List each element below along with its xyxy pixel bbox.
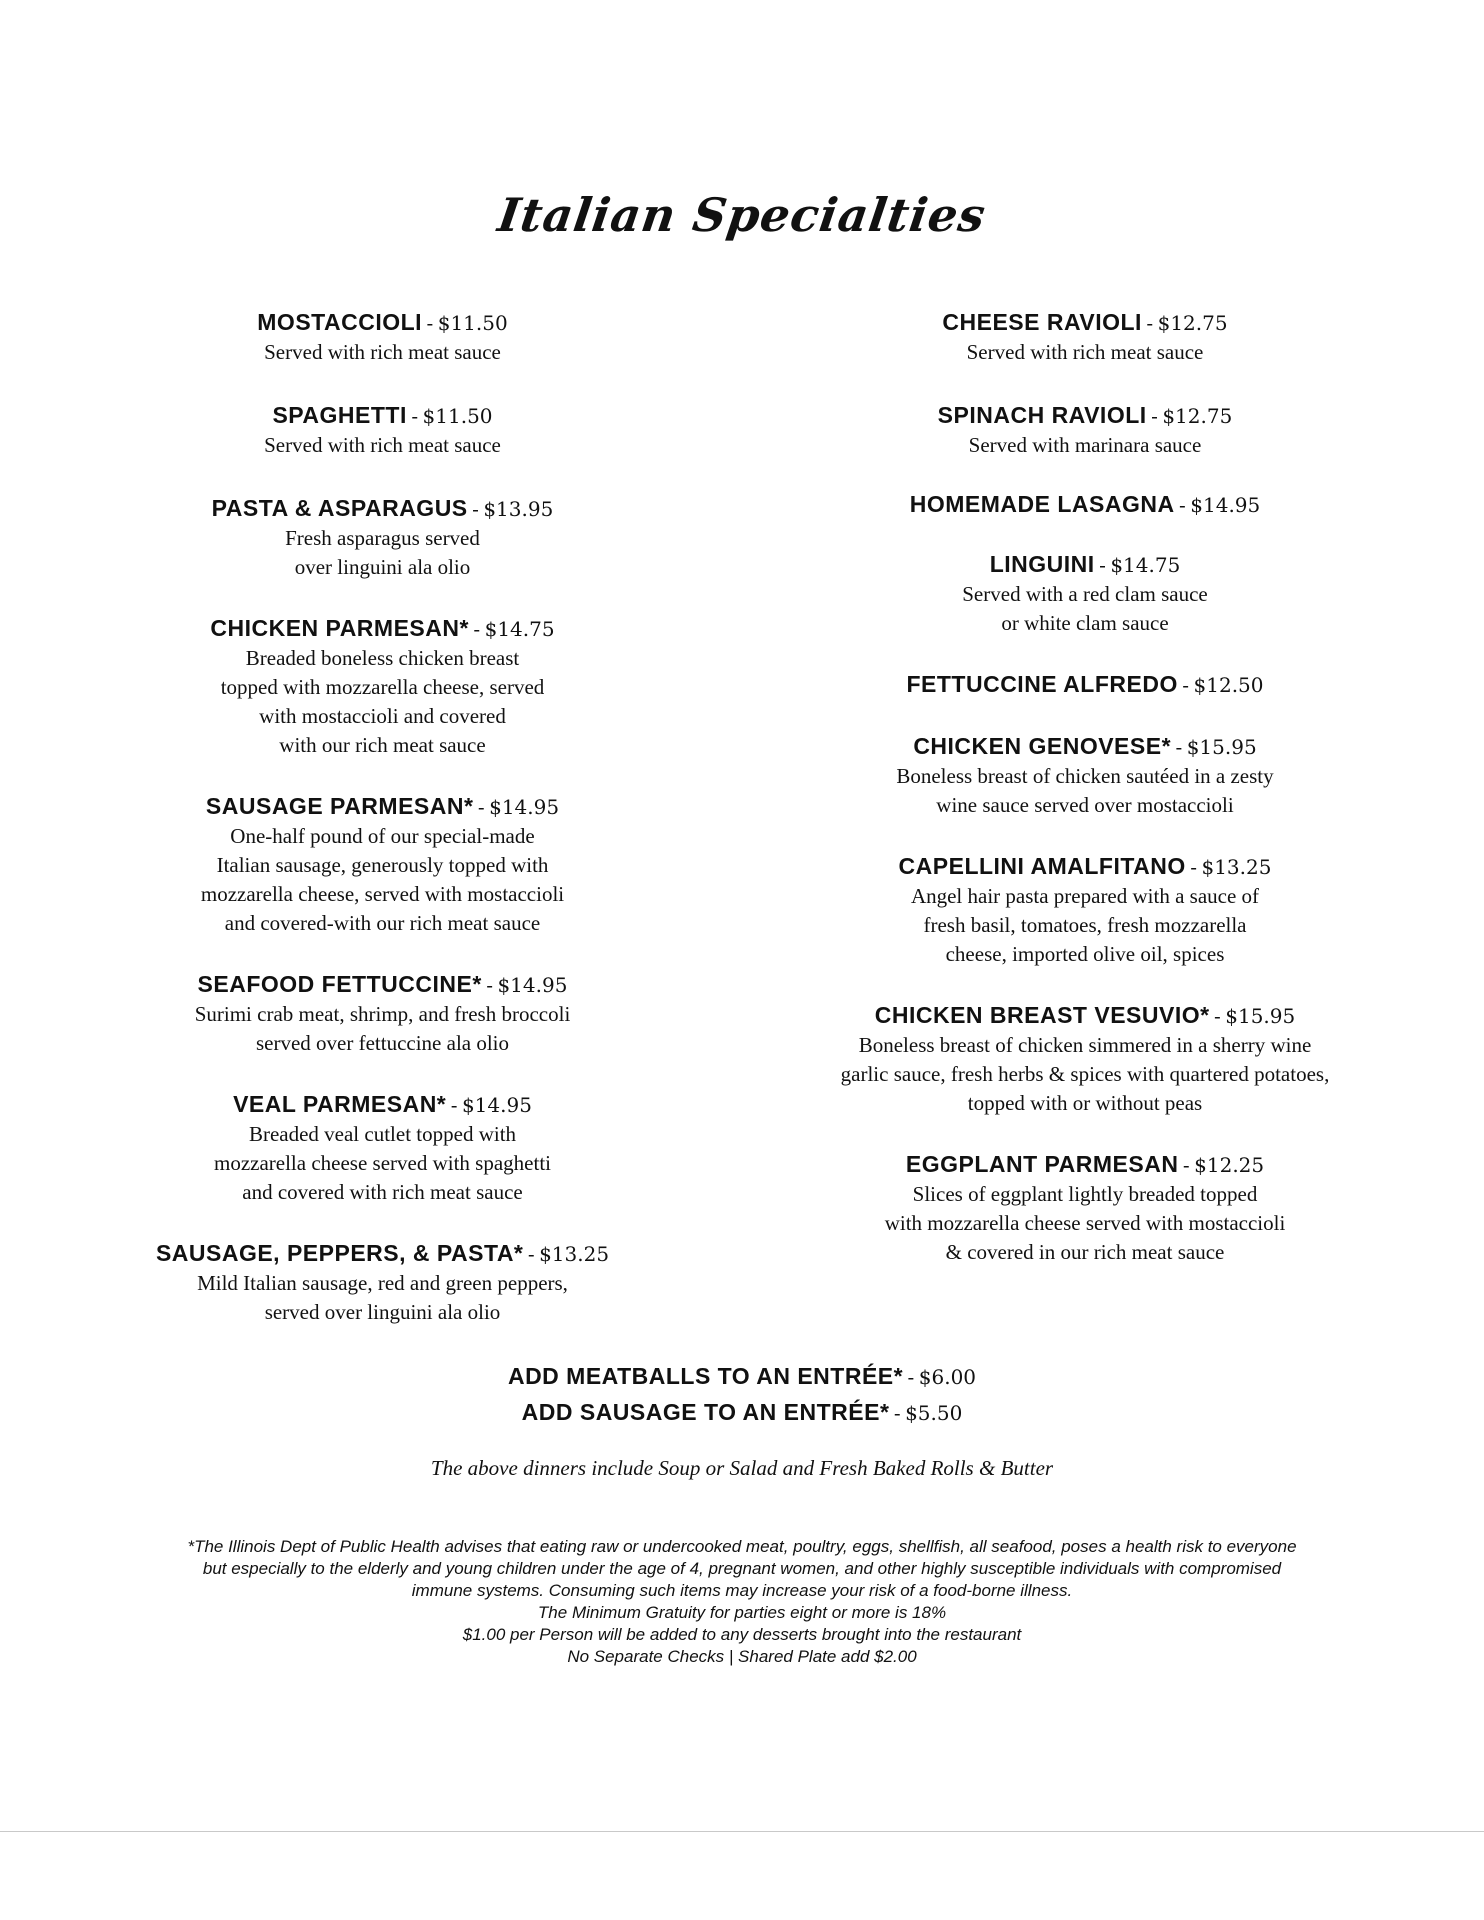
item-description: topped with mozzarella cheese, served [220, 675, 545, 699]
menu-item [130, 306, 635, 367]
item-name: VEAL PARMESAN* [233, 1091, 447, 1117]
item-description: fresh basil, tomatoes, fresh mozzarella [923, 913, 1247, 937]
item-price: $11.50 [437, 311, 508, 335]
item-name: MOSTACCIOLI [257, 309, 423, 335]
item-price: $12.75 [1157, 311, 1228, 335]
item-price: $15.95 [1186, 735, 1257, 759]
checks-policy-line: No Separate Checks | Shared Plate add $2.00 [567, 1647, 917, 1666]
item-description: Served with marinara sauce [968, 433, 1202, 457]
item-price: $14.95 [461, 1093, 532, 1117]
item-description: over linguini ala olio [294, 555, 471, 579]
item-description: Fresh asparagus served [285, 526, 480, 550]
item-name: LINGUINI [989, 551, 1095, 577]
item-name: CHICKEN BREAST VESUVIO* [874, 1002, 1210, 1028]
item-separator: - [1175, 735, 1183, 759]
addons-section [0, 1360, 1484, 1432]
item-name: EGGPLANT PARMESAN [905, 1151, 1179, 1177]
menu-item [130, 492, 635, 582]
item-price: $12.75 [1162, 404, 1233, 428]
item-price: $14.95 [1190, 493, 1261, 517]
item-description: topped with or without peas [967, 1091, 1203, 1115]
item-separator: - [1146, 311, 1154, 335]
addon-item [0, 1396, 1484, 1432]
disclaimer-line: but especially to the elderly and young children under the age of 4, pregnant women, and other highly susceptible individuals with compromised [202, 1559, 1282, 1578]
item-name: SAUSAGE, PEPPERS, & PASTA* [155, 1240, 524, 1266]
item-separator: - [426, 311, 434, 335]
item-separator: - [1214, 1004, 1221, 1028]
item-price: $11.50 [422, 404, 493, 428]
item-description: garlic sauce, fresh herbs & spices with quartered potatoes, [840, 1062, 1330, 1086]
menu-item [790, 1148, 1380, 1267]
addon-price: $5.50 [905, 1401, 963, 1425]
item-description: Italian sausage, generously topped with [216, 853, 549, 877]
menu-item [790, 999, 1380, 1118]
item-name: CAPELLINI AMALFITANO [898, 853, 1186, 879]
item-description: mozzarella cheese, served with mostaccioli [200, 882, 565, 906]
right-menu-column [790, 306, 1380, 1267]
disclaimer-line: *The Illinois Dept of Public Health advises that eating raw or undercooked meat, poultry, eggs, shellfish, all seafood, poses a health risk to everyone [187, 1537, 1297, 1556]
left-menu-column [130, 306, 635, 1327]
item-separator: - [1179, 493, 1186, 517]
item-description: with mostaccioli and covered [259, 704, 506, 728]
item-price: $14.95 [497, 973, 568, 997]
gratuity-line: The Minimum Gratuity for parties eight or more is 18% [537, 1603, 947, 1622]
menu-item [790, 548, 1380, 638]
item-description: Boneless breast of chicken simmered in a sherry wine [858, 1033, 1312, 1057]
addon-item [0, 1360, 1484, 1396]
item-price: $15.95 [1225, 1004, 1296, 1028]
item-price: $13.25 [1201, 855, 1272, 879]
item-price: $14.75 [1110, 553, 1181, 577]
item-description: served over linguini ala olio [264, 1300, 501, 1324]
addon-name: ADD MEATBALLS TO AN ENTRÉE* [507, 1363, 904, 1389]
menu-item [790, 730, 1380, 820]
item-price: $12.50 [1193, 673, 1264, 697]
item-price: $13.95 [483, 497, 554, 521]
item-name: HOMEMADE LASAGNA [909, 491, 1175, 517]
item-name: SEAFOOD FETTUCCINE* [197, 971, 482, 997]
item-separator: - [1151, 404, 1158, 428]
item-description: cheese, imported olive oil, spices [945, 942, 1225, 966]
item-description: with our rich meat sauce [279, 733, 486, 757]
item-description: Angel hair pasta prepared with a sauce of [910, 884, 1260, 908]
item-name: SPAGHETTI [272, 402, 407, 428]
item-separator: - [893, 1401, 901, 1425]
menu-item [790, 399, 1380, 460]
disclaimer-line: immune systems. Consuming such items may increase your risk of a food-borne illness. [411, 1581, 1073, 1600]
item-name: CHICKEN PARMESAN* [210, 615, 469, 641]
item-name: PASTA & ASPARAGUS [211, 495, 468, 521]
item-description: Served with rich meat sauce [264, 340, 501, 364]
menu-item [790, 850, 1380, 969]
item-separator: - [907, 1365, 915, 1389]
item-name: FETTUCCINE ALFREDO [906, 671, 1178, 697]
menu-item [130, 1237, 635, 1327]
item-description: mozzarella cheese served with spaghetti [213, 1151, 551, 1175]
item-separator: - [472, 497, 479, 521]
item-description: wine sauce served over mostaccioli [936, 793, 1234, 817]
addon-price: $6.00 [918, 1365, 977, 1389]
item-description: Served with rich meat sauce [264, 433, 501, 457]
item-description: Served with a red clam sauce [962, 582, 1208, 606]
item-description: & covered in our rich meat sauce [945, 1240, 1225, 1264]
menu-item [130, 612, 635, 760]
item-name: CHEESE RAVIOLI [942, 309, 1142, 335]
item-description: Mild Italian sausage, red and green peppers, [197, 1271, 568, 1295]
item-separator: - [527, 1242, 535, 1266]
item-name: SAUSAGE PARMESAN* [205, 793, 474, 819]
item-description: with mozzarella cheese served with mostaccioli [884, 1211, 1286, 1235]
item-separator: - [1182, 673, 1190, 697]
item-description: Slices of eggplant lightly breaded topped [912, 1182, 1258, 1206]
item-price: $13.25 [539, 1242, 610, 1266]
item-price: $14.95 [489, 795, 560, 819]
item-description: Breaded veal cutlet topped with [248, 1122, 517, 1146]
item-description: and covered-with our rich meat sauce [224, 911, 541, 935]
item-separator: - [486, 973, 493, 997]
menu-item [790, 668, 1380, 700]
item-description: served over fettuccine ala olio [255, 1031, 510, 1055]
item-description: Served with rich meat sauce [966, 340, 1204, 364]
menu-item [130, 790, 635, 938]
menu-item [790, 488, 1380, 520]
menu-item [130, 1088, 635, 1207]
menu-item [130, 399, 635, 460]
item-separator: - [450, 1093, 458, 1117]
item-description: or white clam sauce [1001, 611, 1169, 635]
page-divider [0, 1831, 1484, 1832]
item-description: One-half pound of our special-made [230, 824, 535, 848]
item-name: CHICKEN GENOVESE* [913, 733, 1172, 759]
menu-title: Italian Specialties [494, 188, 990, 242]
menu-item [130, 968, 635, 1058]
dessert-fee-line: $1.00 per Person will be added to any desserts brought into the restaurant [462, 1625, 1022, 1644]
health-disclaimer [90, 1536, 1394, 1668]
addon-name: ADD SAUSAGE TO AN ENTRÉE* [521, 1399, 890, 1425]
item-description: Boneless breast of chicken sautéed in a zesty [896, 764, 1274, 788]
item-separator: - [1182, 1153, 1190, 1177]
item-separator: - [1099, 553, 1106, 577]
item-name: SPINACH RAVIOLI [937, 402, 1147, 428]
item-price: $14.75 [484, 617, 555, 641]
item-separator: - [1190, 855, 1198, 879]
item-separator: - [477, 795, 485, 819]
item-separator: - [473, 617, 481, 641]
item-description: Surimi crab meat, shrimp, and fresh broccoli [194, 1002, 571, 1026]
menu-item [790, 306, 1380, 367]
dinner-inclusion-note: The above dinners include Soup or Salad and Fresh Baked Rolls & Butter [430, 1456, 1054, 1480]
item-separator: - [411, 404, 419, 428]
item-price: $12.25 [1194, 1153, 1265, 1177]
item-description: Breaded boneless chicken breast [245, 646, 520, 670]
item-description: and covered with rich meat sauce [242, 1180, 523, 1204]
